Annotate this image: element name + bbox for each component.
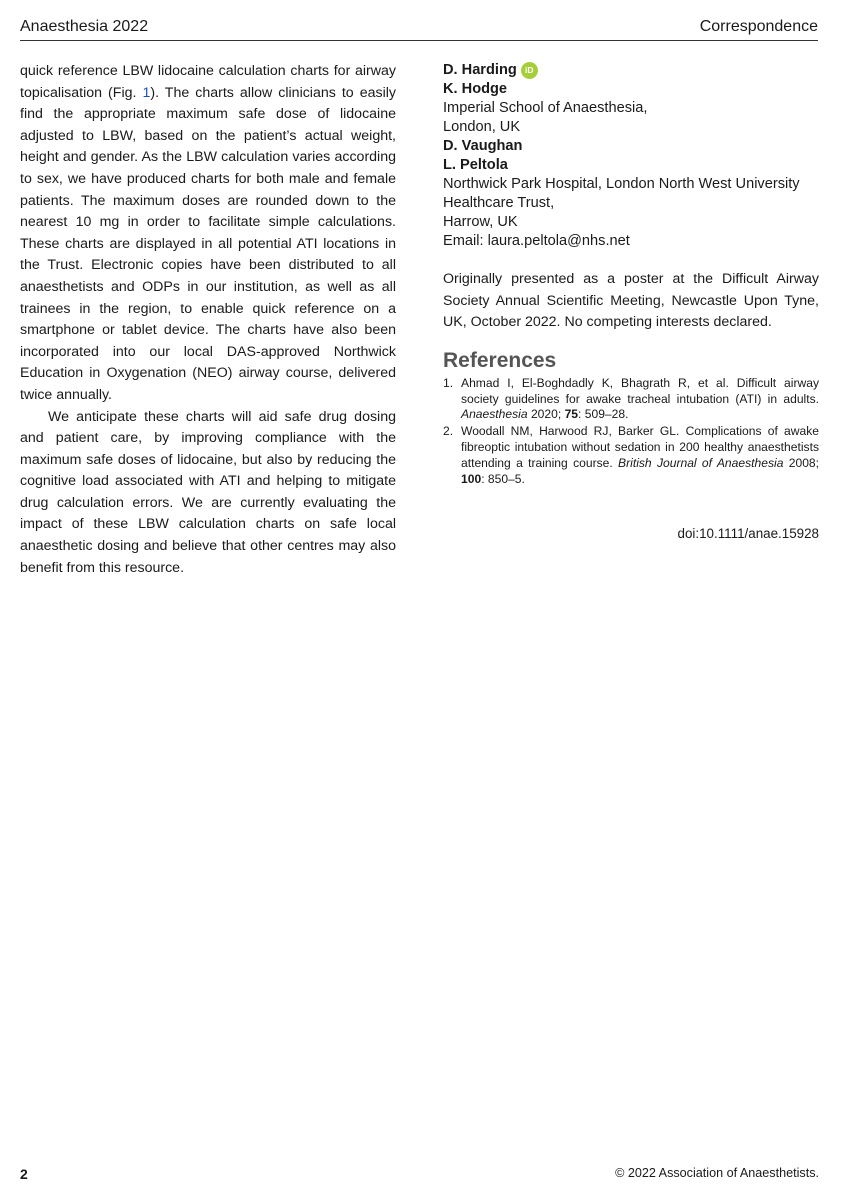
section-name: Correspondence	[699, 18, 818, 35]
author-name	[443, 61, 819, 80]
orcid-icon[interactable]: iD	[521, 62, 538, 79]
author-vaughan: D. Vaughan	[443, 138, 523, 154]
body-paragraph-2: We anticipate these charts will aid safe drug dosing and patient care, by improving compliance with the maximum safe doses of lidocaine, but also by reducing the cognitive load associated with ATI and helping to mitigate drug calculation errors. We are currently evaluating the impact of these LBW calculation charts on safe local anaesthetic dosing and believe that other centres may also benefit from this resource.	[20, 408, 396, 576]
reference-item	[443, 424, 819, 487]
reference-text	[461, 376, 819, 423]
email-line[interactable]: Email: laura.peltola@nhs.net	[443, 233, 630, 249]
reference-year: 2008;	[783, 455, 820, 470]
right-column	[443, 61, 819, 543]
reference-authors: Woodall NM, Harwood RJ, Barker GL. Complications of awake fibreoptic intubation without sedation in 200 healthy anaesthetists attending a training course.	[461, 424, 819, 470]
affiliation-line: Northwick Park Hospital, London North West University	[443, 176, 800, 192]
doi-link[interactable]: doi:10.1111/anae.15928	[677, 526, 819, 542]
figure-link[interactable]: 1	[142, 84, 151, 101]
references-heading: References	[443, 348, 557, 372]
affiliation-line: Harrow, UK	[443, 214, 518, 230]
reference-journal: British Journal of Anaesthesia	[618, 455, 784, 470]
reference-pages: : 850–5.	[481, 471, 525, 486]
reference-text	[461, 424, 819, 487]
running-header	[20, 14, 818, 41]
reference-item	[443, 376, 819, 423]
copyright-notice: © 2022 Association of Anaesthetists.	[615, 1166, 819, 1180]
reference-pages: : 509–28.	[578, 407, 629, 422]
body-text: quick reference LBW lidocaine calculation charts for airway topicalisation (Fig.	[20, 63, 396, 101]
affiliation-line: London, UK	[443, 119, 521, 135]
author-harding: D. Harding	[443, 62, 517, 78]
reference-list	[443, 376, 819, 488]
journal-name: Anaesthesia 2022	[20, 18, 149, 35]
reference-number: 2.	[443, 424, 454, 439]
affiliation-line: Healthcare Trust,	[443, 195, 555, 211]
reference-year: 2020;	[527, 407, 565, 422]
author-peltola: L. Peltola	[443, 157, 508, 173]
body-paragraph-1	[20, 61, 396, 407]
reference-volume: 100	[461, 471, 482, 486]
left-column	[20, 61, 396, 579]
presentation-note: Originally presented as a poster at the Difficult Airway Society Annual Scientific Meeting, Newcastle Upon Tyne, UK, October 2022. No competing interests declared.	[443, 271, 819, 331]
reference-journal: Anaesthesia	[461, 407, 528, 422]
reference-authors: Ahmad I, El-Boghdadly K, Bhagrath R, et al. Difficult airway society guidelines for awake tracheal intubation (ATI) in adults.	[461, 375, 819, 406]
reference-volume: 75	[564, 407, 579, 422]
page-number: 2	[20, 1166, 28, 1182]
author-hodge: K. Hodge	[443, 81, 508, 97]
affiliation-line: Imperial School of Anaesthesia,	[443, 100, 648, 116]
body-text: ). The charts allow clinicians to easily find the appropriate maximum safe dose of lidocaine adjusted to LBW, based on the patient’s actual weight, height and gender. As the LBW calculation varies according to sex, we have produced charts for both male and female patients. The maximum doses are rounded down to the nearest 10 mg in order to facilitate simple calculations. These charts are displayed in all potential ATI locations in the Trust. Electronic copies have been distributed to all anaesthetists and ODPs in our institution, as well as all trainees in the region, to enable quick reference on a smartphone or tablet device. The charts have also been incorporated into our local DAS-approved Northwick Education in Oxygenation (NEO) airway course, delivered twice annually.	[20, 84, 396, 403]
reference-number: 1.	[443, 375, 454, 390]
